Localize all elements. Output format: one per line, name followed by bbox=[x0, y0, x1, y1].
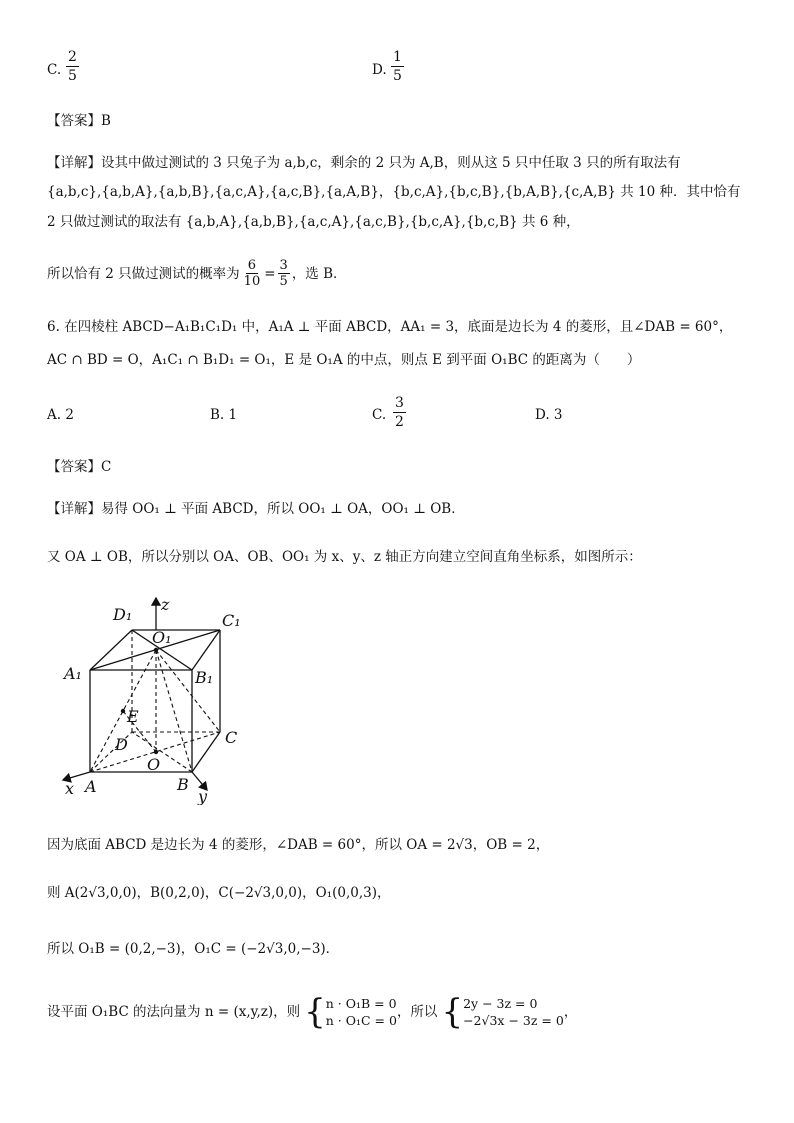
option-c-fraction bbox=[64, 48, 81, 85]
label-d1: D₁ bbox=[113, 605, 133, 624]
label-e: E bbox=[127, 707, 139, 726]
label-z: z bbox=[161, 595, 170, 614]
point-e bbox=[121, 709, 125, 713]
q6-detail-line5: 所以 O₁B = (0,2,−3)，O₁C = (−2√3,0,−3)． bbox=[47, 941, 340, 957]
option-c-denominator: 5 bbox=[68, 68, 77, 84]
label-b1: B₁ bbox=[195, 668, 214, 687]
equation-system-1 bbox=[326, 995, 397, 1029]
q5-frac2-den: 5 bbox=[279, 274, 288, 289]
sys1-eq-a: n · O₁B = 0 bbox=[325, 996, 397, 1011]
hidden-o1-b bbox=[156, 650, 192, 772]
option-c-label: C. bbox=[47, 62, 62, 78]
q5-detail-line1: 【详解】设其中做过测试的 3 只兔子为 a,b,c，剩余的 2 只为 A,B，则从这 5 只中任取 3 只的所有取法有 bbox=[47, 155, 681, 171]
q5-detail-line3: 2 只做过测试的取法有 {a,b,A},{a,b,B},{a,c,A},{a,c,B},{b,c,A},{b,c,B} 共 6 种， bbox=[47, 214, 580, 230]
edge-b1-c1 bbox=[192, 630, 220, 670]
q6-option-c-fraction bbox=[391, 394, 408, 431]
left-brace-2: { bbox=[441, 992, 464, 1032]
option-d-numerator: 1 bbox=[393, 49, 402, 65]
q6-option-d: D. 3 bbox=[535, 407, 563, 423]
label-o: O bbox=[147, 755, 161, 774]
label-o1: O₁ bbox=[152, 628, 172, 647]
label-c: C bbox=[225, 728, 238, 747]
q5-frac2-num: 3 bbox=[279, 258, 288, 273]
q5-frac1-den: 10 bbox=[243, 274, 261, 289]
q5-choice-text: ，选 B． bbox=[291, 265, 347, 282]
option-d-label: D. bbox=[372, 62, 387, 78]
q6-stem-line1: 6. 在四棱柱 ABCD−A₁B₁C₁D₁ 中，A₁A ⊥ 平面 ABCD，AA₁ = 3，底面是边长为 4 的菱形，且∠DAB = 60°， bbox=[47, 319, 733, 335]
left-brace-1: { bbox=[304, 992, 326, 1032]
end-comma: ， bbox=[563, 1004, 578, 1020]
sys2-eq-b: −2√3x − 3z = 0 bbox=[463, 1013, 564, 1028]
q6-detail-line3: 因为底面 ABCD 是边长为 4 的菱形，∠DAB = 60°，所以 OA = 2√3，OB = 2， bbox=[47, 837, 550, 853]
q6-detail-line1: 【详解】易得 OO₁ ⊥ 平面 ABCD，所以 OO₁ ⊥ OA，OO₁ ⊥ OB． bbox=[47, 501, 465, 517]
q6-option-c-den: 2 bbox=[395, 414, 404, 430]
label-a: A bbox=[85, 777, 97, 796]
option-d-denominator: 5 bbox=[393, 68, 402, 84]
q5-answer: 【答案】B bbox=[47, 113, 111, 129]
q6-stem-line2: AC ∩ BD = O，A₁C₁ ∩ B₁D₁ = O₁，E 是 O₁A 的中点，则点 E 到平面 O₁BC 的距离为（ ） bbox=[47, 352, 641, 368]
q5-detail-line4 bbox=[47, 258, 347, 289]
point-o1 bbox=[154, 648, 158, 652]
prism-figure bbox=[55, 590, 255, 805]
q6-detail-line2: 又 OA ⊥ OB，所以分别以 OA、OB、OO₁ 为 x、y、z 轴正方向建立空间直角坐标系，如图所示： bbox=[47, 549, 642, 565]
label-a1: A₁ bbox=[64, 664, 82, 683]
q6-option-a: A. 2 bbox=[47, 407, 74, 423]
q6-detail-line4: 则 A(2√3,0,0)，B(0,2,0)，C(−2√3,0,0)，O₁(0,0,3)， bbox=[47, 885, 391, 901]
q6-answer: 【答案】C bbox=[47, 459, 112, 475]
therefore-text: ，所以 bbox=[396, 1004, 438, 1020]
sys2-eq-a: 2y − 3z = 0 bbox=[463, 996, 538, 1011]
q6-detail-line6 bbox=[47, 992, 578, 1032]
label-d: D bbox=[115, 735, 128, 754]
q5-detail-line2: {a,b,c},{a,b,A},{a,b,B},{a,c,A},{a,c,B},{a,A,B}，{b,c,A},{b,c,B},{b,A,B},{c,A,B} 共 10 种．其中恰有 bbox=[47, 184, 741, 200]
q6-option-c-num: 3 bbox=[395, 395, 404, 411]
normal-vector-text: 设平面 O₁BC 的法向量为 n = (x,y,z)，则 bbox=[47, 1004, 301, 1020]
q5-frac1-num: 6 bbox=[247, 258, 257, 273]
q5-equals: = bbox=[264, 265, 276, 282]
option-c-numerator: 2 bbox=[68, 49, 77, 65]
label-x: x bbox=[65, 779, 75, 798]
label-y: y bbox=[198, 787, 208, 805]
label-c1: C₁ bbox=[222, 611, 241, 630]
q6-option-b: B. 1 bbox=[210, 407, 238, 423]
q6-option-c-label: C. bbox=[372, 407, 387, 423]
point-o bbox=[154, 750, 158, 754]
hidden-diag-b-d bbox=[132, 732, 192, 772]
edge-b-c bbox=[192, 732, 220, 772]
label-b: B bbox=[177, 775, 189, 794]
sys1-eq-b: n · O₁C = 0 bbox=[325, 1013, 397, 1028]
equation-system-2 bbox=[463, 995, 564, 1029]
option-d-fraction bbox=[389, 48, 406, 85]
hidden-o1-c bbox=[156, 650, 220, 732]
q5-probability-text: 所以恰有 2 只做过测试的概率为 bbox=[47, 265, 240, 282]
